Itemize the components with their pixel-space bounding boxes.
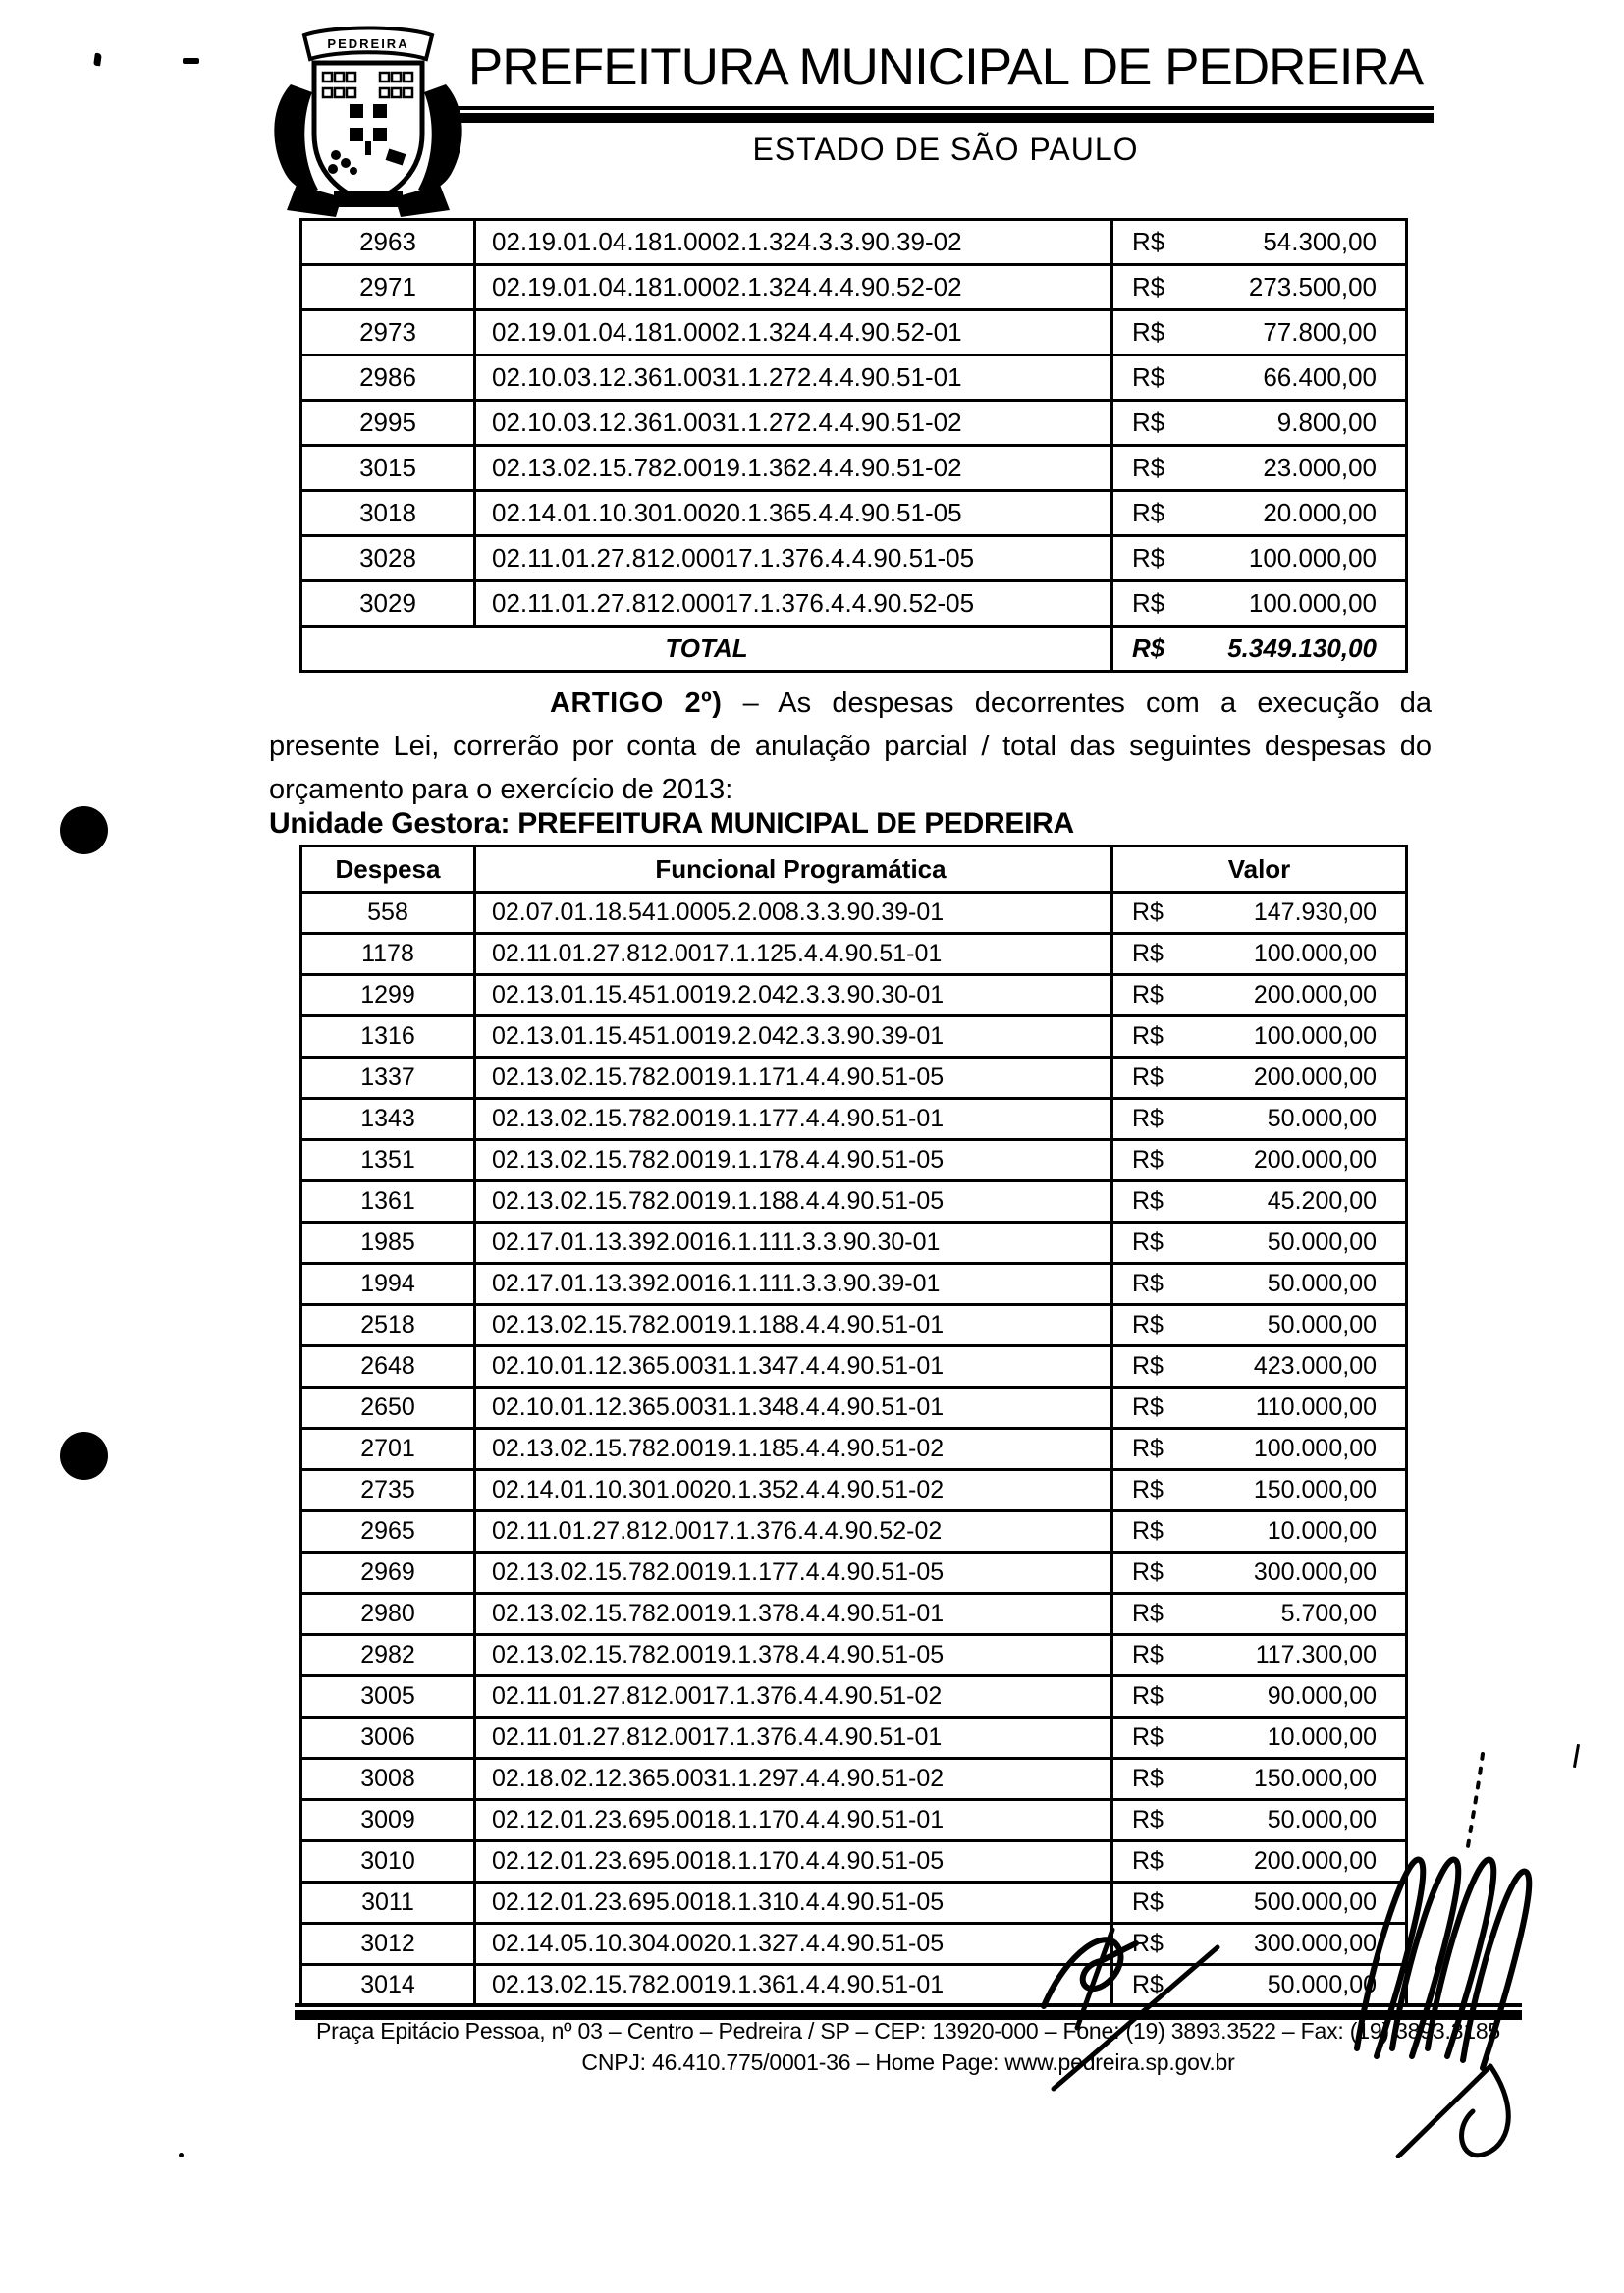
despesa-code: 2518 (301, 1305, 475, 1346)
valor-cell (1112, 1099, 1407, 1140)
funcional-programatica: 02.10.01.12.365.0031.1.348.4.4.90.51-01 (475, 1388, 1112, 1429)
funcional-programatica: 02.14.01.10.301.0020.1.352.4.4.90.51-02 (475, 1470, 1112, 1511)
despesa-code: 1337 (301, 1058, 475, 1099)
despesa-code: 1351 (301, 1140, 475, 1181)
currency-label: R$ (1132, 1187, 1164, 1215)
expense-table-unidade-gestora (299, 845, 1408, 2007)
page-title: PREFEITURA MUNICIPAL DE PEDREIRA (467, 38, 1424, 96)
column-header-valor: Valor (1112, 846, 1407, 893)
valor-cell (1112, 975, 1407, 1016)
currency-label: R$ (1132, 1270, 1164, 1297)
despesa-code: 3010 (301, 1841, 475, 1883)
despesa-code: 3012 (301, 1924, 475, 1965)
funcional-programatica: 02.17.01.13.392.0016.1.111.3.3.90.30-01 (475, 1223, 1112, 1264)
currency-label: R$ (1132, 1930, 1164, 1957)
table-row (301, 1676, 1407, 1718)
despesa-code: 558 (301, 893, 475, 934)
valor-cell (1112, 536, 1407, 581)
table-row (301, 1099, 1407, 1140)
funcional-programatica: 02.19.01.04.181.0002.1.324.3.3.90.39-02 (475, 220, 1112, 265)
table-row (301, 1140, 1407, 1181)
amount-value: 100.000,00 (1253, 1435, 1377, 1462)
despesa-code: 1316 (301, 1016, 475, 1058)
funcional-programatica: 02.13.02.15.782.0019.1.362.4.4.90.51-02 (475, 446, 1112, 491)
table-row (301, 893, 1407, 934)
funcional-programatica: 02.10.03.12.361.0031.1.272.4.4.90.51-02 (475, 401, 1112, 446)
amount-value: 200.000,00 (1253, 1847, 1377, 1875)
total-row (301, 627, 1407, 672)
amount-value: 100.000,00 (1248, 543, 1377, 573)
table-row (301, 536, 1407, 581)
table-row (301, 1511, 1407, 1553)
currency-label: R$ (1132, 1064, 1164, 1091)
currency-label: R$ (1132, 1393, 1164, 1421)
funcional-programatica: 02.13.02.15.782.0019.1.188.4.4.90.51-01 (475, 1305, 1112, 1346)
amount-value: 50.000,00 (1267, 1270, 1377, 1297)
title-rule (458, 106, 1434, 123)
currency-label: R$ (1132, 453, 1165, 482)
currency-label: R$ (1132, 317, 1165, 347)
valor-cell (1112, 1264, 1407, 1305)
scan-artifact-mark (93, 53, 102, 67)
despesa-code: 3009 (301, 1800, 475, 1841)
currency-label: R$ (1132, 1558, 1164, 1586)
section-heading: Unidade Gestora: PREFEITURA MUNICIPAL DE PEDREIRA (269, 807, 1074, 840)
footer-cnpj-line: CNPJ: 46.410.775/0001-36 – Home Page: www.pedreira.sp.gov.br (581, 2049, 1235, 2075)
valor-cell (1112, 355, 1407, 401)
currency-label: R$ (1132, 1682, 1164, 1710)
currency-label: R$ (1132, 1476, 1164, 1503)
despesa-code: 3006 (301, 1718, 475, 1759)
currency-label: R$ (1132, 899, 1164, 926)
despesa-code: 2965 (301, 1511, 475, 1553)
funcional-programatica: 02.11.01.27.812.00017.1.376.4.4.90.51-05 (475, 536, 1112, 581)
despesa-code: 3014 (301, 1965, 475, 2006)
table-row (301, 1346, 1407, 1388)
currency-label: R$ (1132, 1105, 1164, 1132)
despesa-code: 2963 (301, 220, 475, 265)
funcional-programatica: 02.11.01.27.812.0017.1.376.4.4.90.51-02 (475, 1676, 1112, 1718)
amount-value: 50.000,00 (1267, 1806, 1377, 1833)
currency-label: R$ (1132, 1146, 1164, 1174)
table-row (301, 1181, 1407, 1223)
despesa-code: 2969 (301, 1553, 475, 1594)
amount-value: 90.000,00 (1267, 1682, 1377, 1710)
currency-label: R$ (1132, 1765, 1164, 1792)
amount-value: 100.000,00 (1248, 588, 1377, 618)
table-row (301, 1470, 1407, 1511)
amount-value: 54.300,00 (1263, 227, 1377, 256)
funcional-programatica: 02.10.03.12.361.0031.1.272.4.4.90.51-01 (475, 355, 1112, 401)
despesa-code: 1343 (301, 1099, 475, 1140)
signature-flourish (1343, 1736, 1624, 2158)
currency-label: R$ (1132, 1971, 1164, 1998)
despesa-code: 1299 (301, 975, 475, 1016)
funcional-programatica: 02.19.01.04.181.0002.1.324.4.4.90.52-02 (475, 265, 1112, 310)
despesa-code: 3011 (301, 1883, 475, 1924)
currency-label: R$ (1132, 1228, 1164, 1256)
currency-label: R$ (1132, 1641, 1164, 1668)
table-row (301, 1635, 1407, 1676)
valor-cell (1112, 1058, 1407, 1099)
amount-value: 20.000,00 (1263, 498, 1377, 527)
total-value-cell (1112, 627, 1407, 672)
table-row (301, 1305, 1407, 1346)
valor-cell (1112, 491, 1407, 536)
despesa-code: 1178 (301, 934, 475, 975)
article-body: – As despesas decorrentes com a execução da presente Lei, correrão por conta de anulação parcial / total das seguintes despesas do orçamento para o exercício de 2013: (269, 687, 1432, 805)
table-row (301, 491, 1407, 536)
valor-cell (1112, 893, 1407, 934)
despesa-code: 2986 (301, 355, 475, 401)
despesa-code: 3008 (301, 1759, 475, 1800)
amount-value: 100.000,00 (1253, 1022, 1377, 1050)
amount-value: 23.000,00 (1263, 453, 1377, 482)
funcional-programatica: 02.13.02.15.782.0019.1.378.4.4.90.51-05 (475, 1635, 1112, 1676)
currency-label: R$ (1132, 1311, 1164, 1338)
currency-label: R$ (1132, 981, 1164, 1009)
despesa-code: 2648 (301, 1346, 475, 1388)
despesa-code: 3029 (301, 581, 475, 627)
despesa-code: 2980 (301, 1594, 475, 1635)
currency-label: R$ (1132, 1517, 1164, 1545)
table-row (301, 1759, 1407, 1800)
table-row (301, 1841, 1407, 1883)
valor-cell (1112, 581, 1407, 627)
valor-cell (1112, 1181, 1407, 1223)
amount-value: 100.000,00 (1253, 940, 1377, 967)
despesa-code: 1361 (301, 1181, 475, 1223)
despesa-code: 1985 (301, 1223, 475, 1264)
punch-hole-dot (60, 806, 108, 854)
valor-cell (1112, 220, 1407, 265)
valor-cell (1112, 265, 1407, 310)
valor-cell (1112, 1346, 1407, 1388)
currency-label: R$ (1132, 633, 1165, 663)
currency-label: R$ (1132, 498, 1165, 527)
column-header-despesa: Despesa (301, 846, 475, 893)
expense-table-top (299, 218, 1408, 673)
amount-value: 200.000,00 (1253, 981, 1377, 1009)
logo-banner-text: PEDREIRA (327, 36, 409, 51)
funcional-programatica: 02.07.01.18.541.0005.2.008.3.3.90.39-01 (475, 893, 1112, 934)
amount-value: 300.000,00 (1253, 1558, 1377, 1586)
amount-value: 200.000,00 (1253, 1064, 1377, 1091)
punch-hole-dot (60, 1432, 108, 1480)
currency-label: R$ (1132, 1888, 1164, 1916)
funcional-programatica: 02.18.02.12.365.0031.1.297.4.4.90.51-02 (475, 1759, 1112, 1800)
table-row (301, 1553, 1407, 1594)
despesa-code: 3015 (301, 446, 475, 491)
currency-label: R$ (1132, 940, 1164, 967)
currency-label: R$ (1132, 1435, 1164, 1462)
valor-cell (1112, 446, 1407, 491)
table-row (301, 581, 1407, 627)
amount-value: 150.000,00 (1253, 1765, 1377, 1792)
amount-value: 77.800,00 (1263, 317, 1377, 347)
total-label: TOTAL (301, 627, 1112, 672)
valor-cell (1112, 1305, 1407, 1346)
despesa-code: 3005 (301, 1676, 475, 1718)
amount-value: 200.000,00 (1253, 1146, 1377, 1174)
despesa-code: 1994 (301, 1264, 475, 1305)
table-row (301, 1058, 1407, 1099)
despesa-code: 2971 (301, 265, 475, 310)
amount-value: 10.000,00 (1267, 1723, 1377, 1751)
amount-value: 10.000,00 (1267, 1517, 1377, 1545)
table-row (301, 1594, 1407, 1635)
valor-cell (1112, 1016, 1407, 1058)
table-row (301, 265, 1407, 310)
funcional-programatica: 02.12.01.23.695.0018.1.170.4.4.90.51-05 (475, 1841, 1112, 1883)
funcional-programatica: 02.14.01.10.301.0020.1.365.4.4.90.51-05 (475, 491, 1112, 536)
funcional-programatica: 02.13.02.15.782.0019.1.177.4.4.90.51-01 (475, 1099, 1112, 1140)
valor-cell (1112, 1635, 1407, 1676)
footer-address-line: Praça Epitácio Pessoa, nº 03 – Centro – Pedreira / SP – CEP: 13920-000 – Fone: (19) 3893.3522 – Fax: (19) 3893.3185 (315, 2018, 1501, 2044)
valor-cell (1112, 1140, 1407, 1181)
table-row (301, 446, 1407, 491)
amount-value: 50.000,00 (1267, 1311, 1377, 1338)
valor-cell (1112, 1676, 1407, 1718)
table-row (301, 401, 1407, 446)
currency-label: R$ (1132, 588, 1165, 618)
footer (295, 2015, 1522, 2078)
amount-value: 117.300,00 (1255, 1641, 1377, 1668)
funcional-programatica: 02.13.02.15.782.0019.1.177.4.4.90.51-05 (475, 1553, 1112, 1594)
valor-cell (1112, 1553, 1407, 1594)
table-row (301, 1264, 1407, 1305)
table-row (301, 1718, 1407, 1759)
amount-value: 50.000,00 (1267, 1971, 1377, 1998)
amount-value: 45.200,00 (1267, 1187, 1377, 1215)
funcional-programatica: 02.10.01.12.365.0031.1.347.4.4.90.51-01 (475, 1346, 1112, 1388)
currency-label: R$ (1132, 272, 1165, 301)
amount-value: 110.000,00 (1255, 1393, 1377, 1421)
scan-artifact-mark (179, 2153, 184, 2157)
article-label: ARTIGO 2º) (550, 687, 723, 719)
currency-label: R$ (1132, 1022, 1164, 1050)
valor-cell (1112, 1223, 1407, 1264)
despesa-code: 3018 (301, 491, 475, 536)
table-row (301, 1800, 1407, 1841)
currency-label: R$ (1132, 1352, 1164, 1380)
currency-label: R$ (1132, 1600, 1164, 1627)
funcional-programatica: 02.12.01.23.695.0018.1.170.4.4.90.51-01 (475, 1800, 1112, 1841)
table-row (301, 975, 1407, 1016)
valor-cell (1112, 1388, 1407, 1429)
valor-cell (1112, 401, 1407, 446)
despesa-code: 2650 (301, 1388, 475, 1429)
funcional-programatica: 02.11.01.27.812.0017.1.125.4.4.90.51-01 (475, 934, 1112, 975)
despesa-code: 3028 (301, 536, 475, 581)
funcional-programatica: 02.13.01.15.451.0019.2.042.3.3.90.39-01 (475, 1016, 1112, 1058)
column-header-funcional: Funcional Programática (475, 846, 1112, 893)
article-paragraph (269, 682, 1432, 811)
funcional-programatica: 02.13.02.15.782.0019.1.378.4.4.90.51-01 (475, 1594, 1112, 1635)
table-row (301, 1388, 1407, 1429)
valor-cell (1112, 1470, 1407, 1511)
funcional-programatica: 02.11.01.27.812.00017.1.376.4.4.90.52-05 (475, 581, 1112, 627)
amount-value: 147.930,00 (1253, 899, 1377, 926)
currency-label: R$ (1132, 1847, 1164, 1875)
funcional-programatica: 02.13.02.15.782.0019.1.178.4.4.90.51-05 (475, 1140, 1112, 1181)
valor-cell (1112, 1511, 1407, 1553)
funcional-programatica: 02.13.02.15.782.0019.1.185.4.4.90.51-02 (475, 1429, 1112, 1470)
despesa-code: 2982 (301, 1635, 475, 1676)
funcional-programatica: 02.11.01.27.812.0017.1.376.4.4.90.51-01 (475, 1718, 1112, 1759)
table-row (301, 310, 1407, 355)
valor-cell (1112, 1594, 1407, 1635)
table-row (301, 220, 1407, 265)
valor-cell (1112, 1429, 1407, 1470)
table-row (301, 1223, 1407, 1264)
table-row (301, 1016, 1407, 1058)
amount-value: 9.800,00 (1276, 408, 1377, 437)
currency-label: R$ (1132, 1806, 1164, 1833)
amount-value: 50.000,00 (1267, 1105, 1377, 1132)
currency-label: R$ (1132, 1723, 1164, 1751)
despesa-code: 2701 (301, 1429, 475, 1470)
funcional-programatica: 02.19.01.04.181.0002.1.324.4.4.90.52-01 (475, 310, 1112, 355)
scan-artifact-mark (183, 58, 199, 64)
amount-value: 5.700,00 (1280, 1600, 1377, 1627)
amount-value: 423.000,00 (1253, 1352, 1377, 1380)
currency-label: R$ (1132, 408, 1165, 437)
amount-value: 66.400,00 (1263, 362, 1377, 392)
amount-value: 150.000,00 (1253, 1476, 1377, 1503)
letterhead (458, 39, 1434, 168)
table-header-row (301, 846, 1407, 893)
table-row (301, 355, 1407, 401)
currency-label: R$ (1132, 227, 1165, 256)
table-row (301, 934, 1407, 975)
amount-value: 273.500,00 (1248, 272, 1377, 301)
total-amount: 5.349.130,00 (1227, 633, 1377, 663)
amount-value: 500.000,00 (1253, 1888, 1377, 1916)
valor-cell (1112, 934, 1407, 975)
funcional-programatica: 02.17.01.13.392.0016.1.111.3.3.90.39-01 (475, 1264, 1112, 1305)
amount-value: 50.000,00 (1267, 1228, 1377, 1256)
table-row (301, 1429, 1407, 1470)
funcional-programatica: 02.13.02.15.782.0019.1.361.4.4.90.51-01 (475, 1965, 1112, 2006)
amount-value: 300.000,00 (1253, 1930, 1377, 1957)
funcional-programatica: 02.14.05.10.304.0020.1.327.4.4.90.51-05 (475, 1924, 1112, 1965)
funcional-programatica: 02.13.01.15.451.0019.2.042.3.3.90.30-01 (475, 975, 1112, 1016)
despesa-code: 2995 (301, 401, 475, 446)
coat-of-arms-logo (261, 24, 475, 222)
funcional-programatica: 02.13.02.15.782.0019.1.171.4.4.90.51-05 (475, 1058, 1112, 1099)
funcional-programatica: 02.13.02.15.782.0019.1.188.4.4.90.51-05 (475, 1181, 1112, 1223)
valor-cell (1112, 310, 1407, 355)
currency-label: R$ (1132, 362, 1165, 392)
currency-label: R$ (1132, 543, 1165, 573)
despesa-code: 2735 (301, 1470, 475, 1511)
despesa-code: 2973 (301, 310, 475, 355)
funcional-programatica: 02.12.01.23.695.0018.1.310.4.4.90.51-05 (475, 1883, 1112, 1924)
page-subtitle: ESTADO DE SÃO PAULO (752, 132, 1139, 168)
funcional-programatica: 02.11.01.27.812.0017.1.376.4.4.90.52-02 (475, 1511, 1112, 1553)
